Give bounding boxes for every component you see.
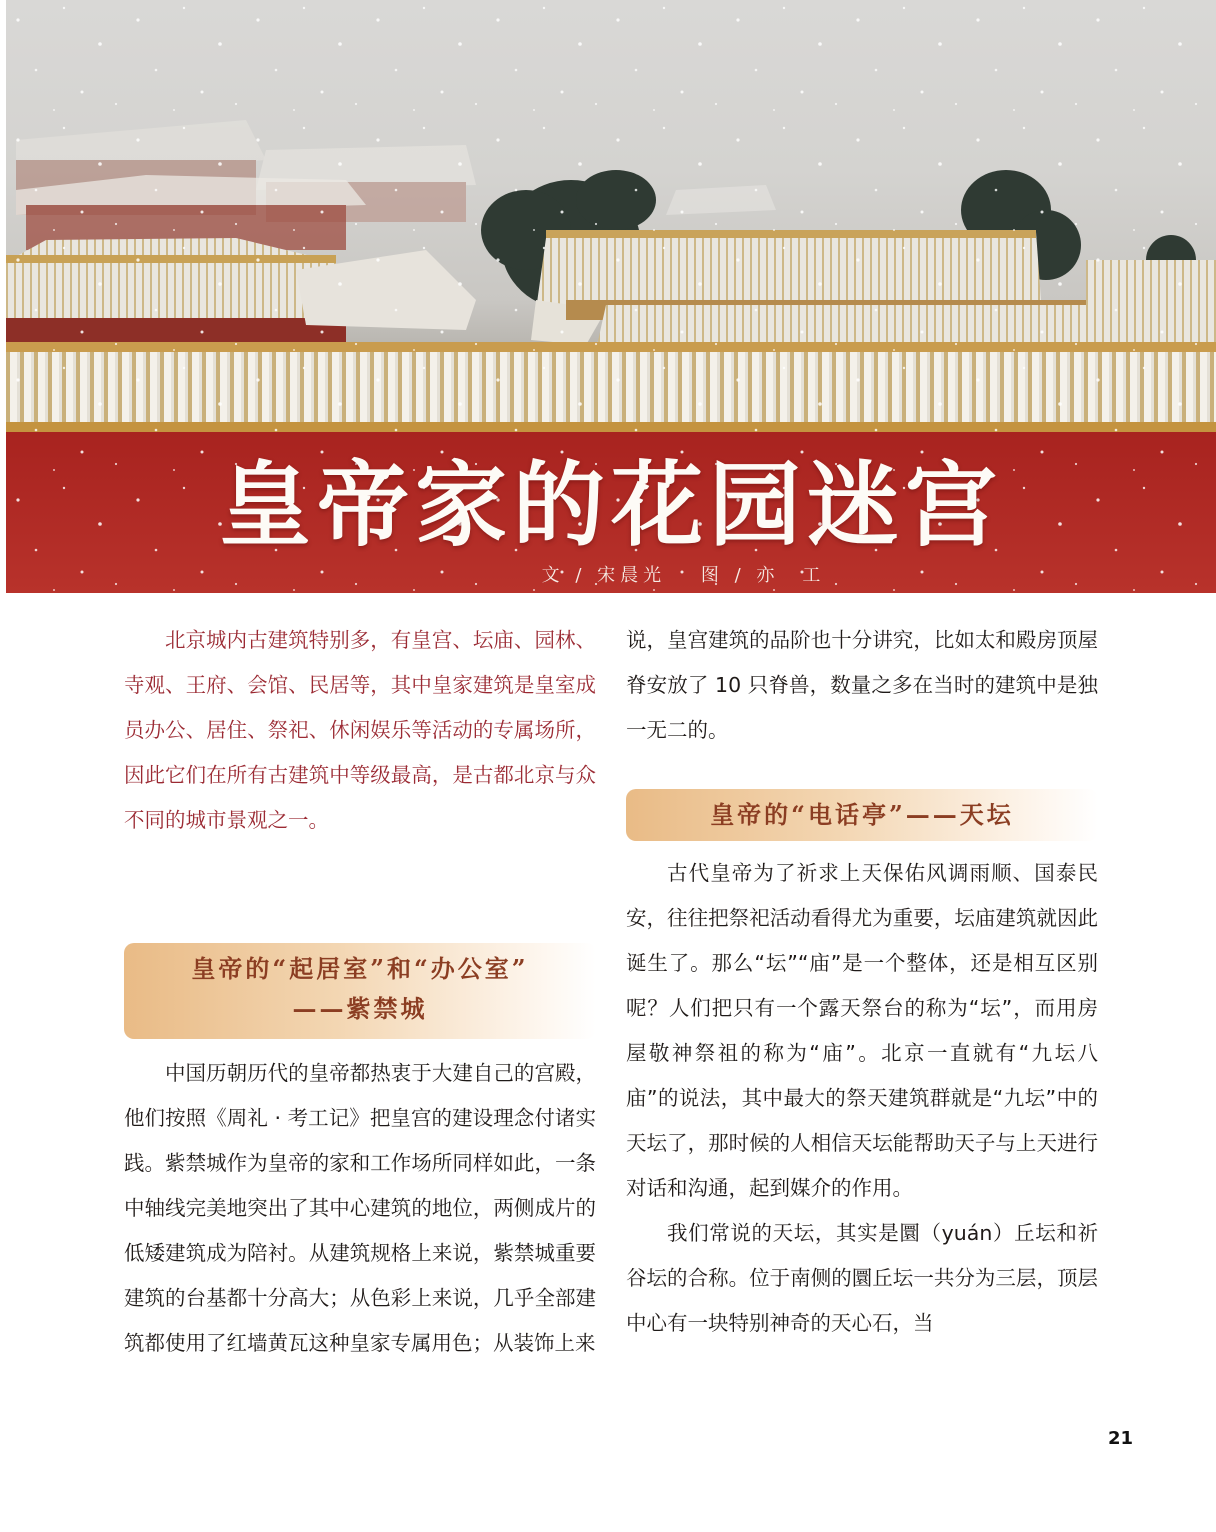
- article-title: 皇帝家的花园迷宫: [218, 451, 1003, 559]
- hero-image: [6, 0, 1216, 593]
- left-column: [124, 618, 596, 1366]
- forbidden-city-paragraph: 中国历朝历代的皇帝都热衷于大建自己的宫殿，他们按照《周礼 · 考工记》把皇宫的建设理念付诸实践。紫禁城作为皇帝的家和工作场所同样如此，一条中轴线完美地突出了其中心建筑的地位，两侧成片的低矮建筑成为陪衬。从建筑规格上来说，紫禁城重要建筑的台基都十分高大；从色彩上来说，几乎全部建筑都使用了红墙黄瓦这种皇家专属用色；从装饰上来: [124, 1061, 596, 1355]
- photo-credit: 图 / 亦 工: [700, 565, 826, 586]
- section-heading-line1: 皇帝的“起居室”和“办公室”: [191, 954, 529, 983]
- temple-paragraph-2: 我们常说的天坛，其实是圜（yuán）丘坛和祈谷坛的合称。位于南侧的圜丘坛一共分为三层，顶层中心有一块特别神奇的天心石，当: [626, 1221, 1098, 1335]
- intro-paragraph: 北京城内古建筑特别多，有皇宫、坛庙、园林、寺观、王府、会馆、民居等，其中皇家建筑是皇室成员办公、居住、祭祀、休闲娱乐等活动的专属场所，因此它们在所有古建筑中等级最高，是古都北京与众不同的城市景观之一。: [124, 628, 596, 832]
- intro: [124, 618, 596, 843]
- section-heading-forbidden-city: [124, 943, 596, 1039]
- right-column: [626, 618, 1098, 1346]
- section-heading-temple-of-heaven: [626, 789, 1098, 841]
- section-heading-text: 皇帝的“电话亭”——天坛: [710, 800, 1014, 829]
- credits: [6, 561, 1216, 587]
- temple-paragraph-1: 古代皇帝为了祈求上天保佑风调雨顺、国泰民安，往往把祭祀活动看得尤为重要，坛庙建筑就因此诞生了。那么“坛”“庙”是一个整体，还是相互区别呢？人们把只有一个露天祭台的称为“坛”，而用房屋敬神祭祖的称为“庙”。北京一直就有“九坛八庙”的说法，其中最大的祭天建筑群就是“九坛”中的天坛了，那时候的人相信天坛能帮助天子与上天进行对话和沟通，起到媒介的作用。: [626, 861, 1098, 1200]
- section-heading-line2: ——紫禁城: [292, 994, 428, 1023]
- continued-paragraph: 说，皇宫建筑的品阶也十分讲究，比如太和殿房顶屋脊安放了 10 只脊兽，数量之多在当时的建筑中是独一无二的。: [626, 628, 1098, 742]
- page-number: 21: [1108, 1428, 1134, 1449]
- author-credit: 文 / 宋晨光: [541, 565, 667, 586]
